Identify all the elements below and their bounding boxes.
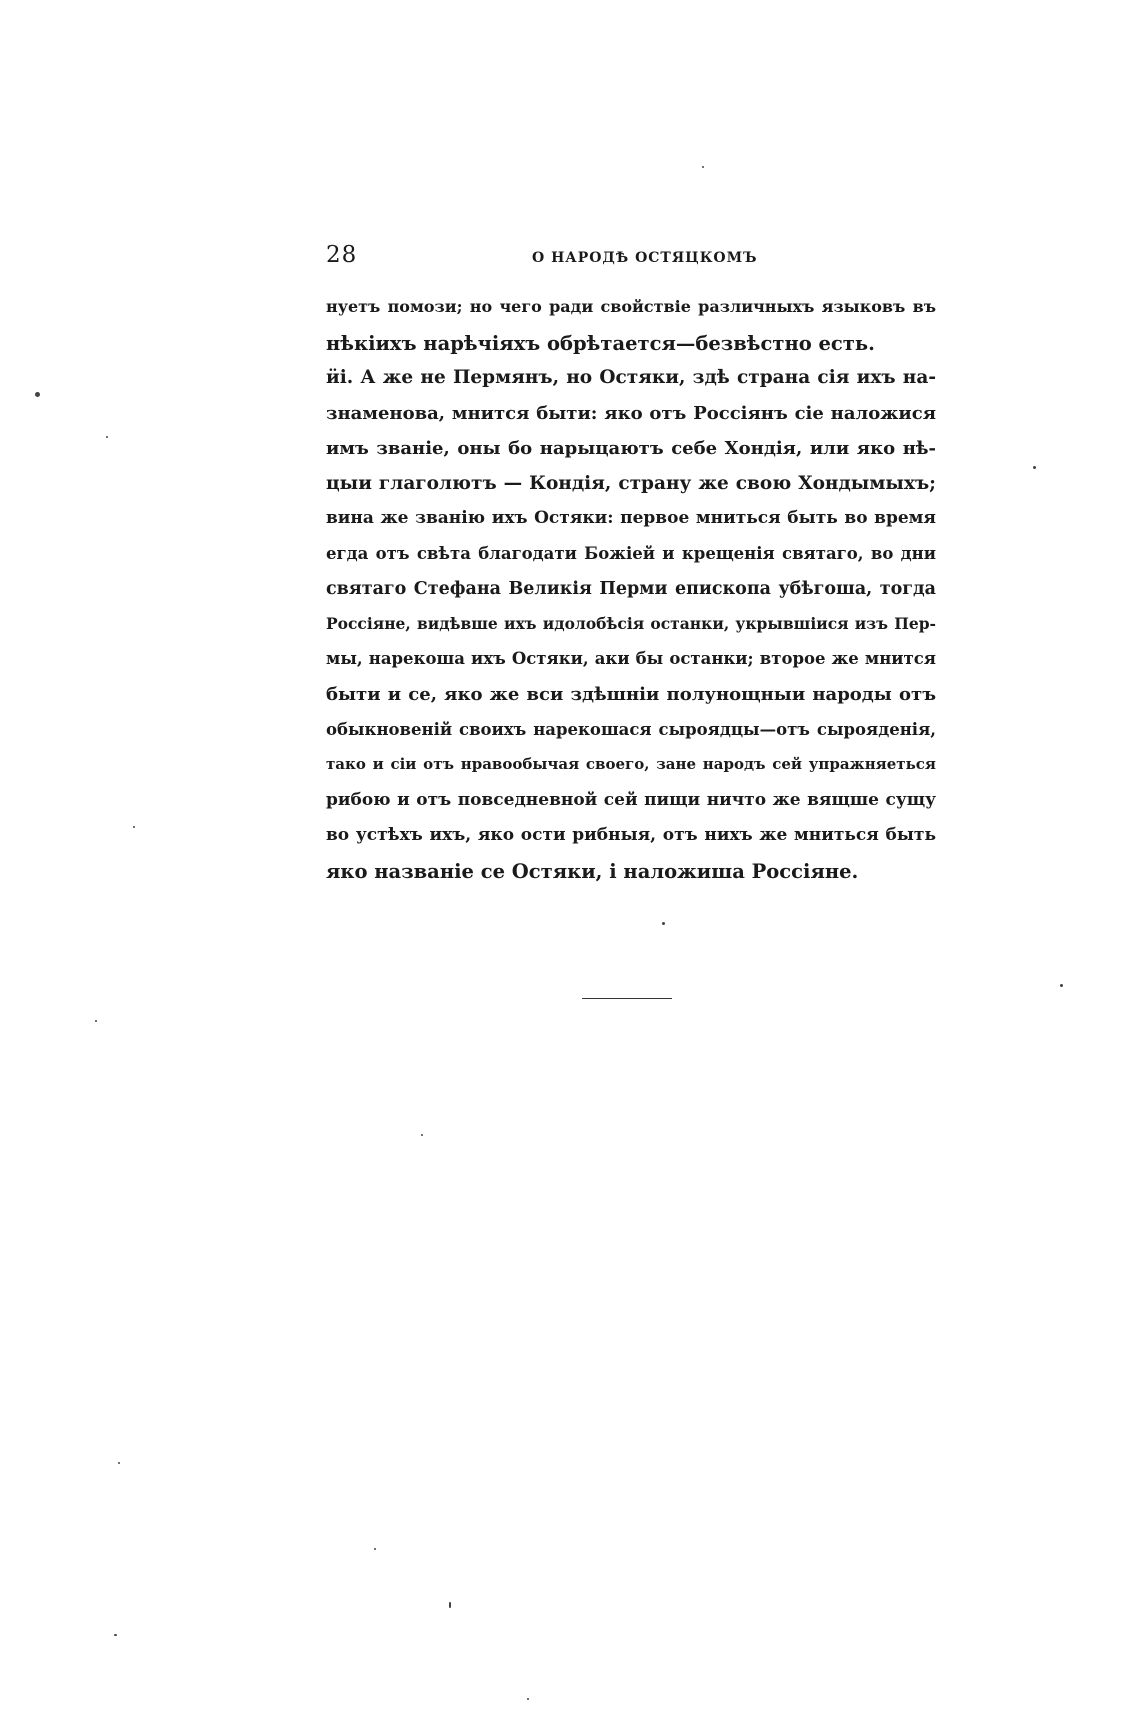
scan-speck: [374, 1548, 376, 1550]
text-line: знаменова, мнится быти: яко отъ Россіянъ сіе наложися: [326, 403, 936, 424]
text-line: во устѣхъ ихъ, яко ости рибныя, отъ нихъ же мниться быть: [326, 825, 936, 845]
text-line: святаго Стефана Великія Перми епископа убѣгоша, тогда: [326, 579, 936, 599]
section-rule: [582, 998, 672, 999]
scan-speck: [114, 1634, 117, 1636]
text-line: яко названіе се Остяки, і наложиша Россіяне.: [326, 860, 859, 883]
text-line: цыи глаголютъ — Кондія, страну же свою Хондымыхъ;: [326, 473, 936, 494]
scan-speck: [527, 1698, 529, 1700]
running-title: О НАРОДѢ ОСТЯЦКОМЪ: [532, 250, 758, 266]
text-line: мы, нарекоша ихъ Остяки, аки бы останки; второе же мнится: [326, 649, 936, 668]
scan-speck: [95, 1020, 97, 1022]
text-line: нѣкіихъ нарѣчіяхъ обрѣтается—безвѣстно есть.: [326, 332, 875, 355]
text-line: нуетъ помози; но чего ради свойствіе различныхъ языковъ въ: [326, 297, 936, 316]
scan-speck: [702, 166, 704, 168]
scan-speck: [421, 1134, 423, 1136]
scan-speck: [35, 392, 40, 397]
text-line: имъ званіе, оны бо нарыцаютъ себе Хондія, или яко нѣ-: [326, 438, 936, 459]
text-line: обыкновеній своихъ нарекошася сыроядцы—отъ сырояденія,: [326, 720, 936, 739]
scan-speck: [106, 436, 108, 438]
scan-speck: [1033, 466, 1036, 469]
scan-speck: [133, 826, 135, 828]
text-line: вина же званію ихъ Остяки: первое мниться быть во время: [326, 508, 936, 528]
text-line: ӥі. А же не Пермянъ, но Остяки, здѣ страна сія ихъ на-: [326, 367, 936, 388]
page-number: 28: [326, 242, 358, 268]
text-line: рибою и отъ повседневной сей пищи ничто же вящше сущу: [326, 790, 936, 810]
scan-speck: [1060, 984, 1063, 987]
scan-speck: [449, 1602, 451, 1608]
text-line: Россіяне, видѣвше ихъ идолобѣсія останки, укрывшіися изъ Пер-: [326, 614, 936, 633]
text-line: тако и сіи отъ нравообычая своего, зане народъ сей упражняеться: [326, 755, 936, 773]
text-line: быти и се, яко же вси здѣшніи полунощныи народы отъ: [326, 684, 936, 705]
scan-speck: [118, 1462, 120, 1464]
scan-speck: [662, 922, 665, 925]
text-line: егда отъ свѣта благодати Божіей и крещенія святаго, во дни: [326, 544, 936, 563]
